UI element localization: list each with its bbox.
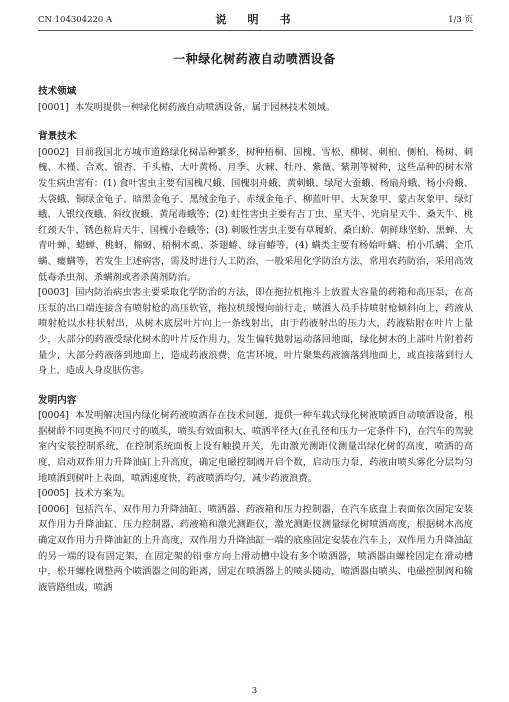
doc-number: CN 104304220 A [38,15,113,25]
paragraph-number: [0004] [38,410,69,422]
paragraph-0006 [38,502,473,596]
paragraph-number: [0002] [38,146,69,158]
doc-type: 说 明 书 [215,13,296,26]
paragraph-text: 本发明解决国内绿化树药液喷洒存在技术问题，提供一种车载式绿化树液喷洒自动喷洒设备，根据树龄不同更换不同尺寸的喷头，喷头有效面积大、喷洒半径大(在孔径和压力一定条件下)，在汽车的驾驶室内安装控制系统，在控制系统面板上设有触摸开关，先由激光测距仪测量出绿化树的高度，喷洒的高度，启动双作用力升降油缸上升高度，确定电磁控制阀开启个数，启动压力泵，药液由喷头雾化分层均匀地喷洒到树叶上表面，喷洒速度快，药液喷洒均匀，减少药液浪费。 [38,410,473,484]
header-rule [38,30,473,31]
document-title: 一种绿化树药液自动喷洒设备 [173,52,336,66]
paragraph-0002 [38,145,473,285]
paragraph-text: 包括汽车、双作用力升降油缸、喷洒器、药液箱和压力控制器，在汽车底盘上表面依次固定安装双作用力升降油缸、压力控制器、药液箱和激光测距仪，激光测距仪测量绿化树喷洒高度，根据树木高度确定双作用力升降油缸的上升高度，双作用力升降油缸一端的底座固定安装在汽车上，双作用力升降油缸的另一端的设有固定架，在固定架的铅垂方向上滑动槽中设有多个喷洒器，喷洒器由螺栓固定在滑动槽中，松开螺栓调整两个喷洒器之间的距离，固定在喷洒器上的喷头随动，喷洒器由喷头、电磁控制阀和输液管路组成，喷洒 [38,503,473,593]
paragraph-number: [0001] [38,101,69,113]
paragraph-number: [0006] [38,503,69,515]
paragraph-text: 技术方案为。 [74,488,131,500]
paragraph-text: 本发明提供一种绿化树药液自动喷洒设备，属于园林技术领域。 [74,101,336,113]
paragraph-0005 [38,486,473,502]
paragraph-number: [0005] [38,488,69,500]
page-number: 3 [251,686,258,696]
paragraph-0001 [38,100,473,116]
section-heading-background: 背景技术 [38,131,77,143]
paragraph-text: 目前我国北方城市道路绿化树品种繁多，树种梧桐、国槐、雪松、柳树、刺柏、侧柏、杨树、刺槐、木槿、合欢、银杏、千头椿、大叶黄杨、月季、火棘、牡丹、紫薇、紫荆等树种，这些品种的树木常发生病虫害有：(1) 食叶害虫主要有国槐尺蛾、国槐羽舟蛾、黄刺蛾、绿尾大蚕蛾、杨扇舟蛾、杨小舟蛾、大袋蛾、铜绿金龟子、暗黑金龟子、黑绒金龟子、赤绒金龟子、柳蓝叶甲、大灰象甲、蒙古灰象甲、绿灯蛾、人银纹夜蛾、斜纹夜蛾、黄尾毒蛾等；(2) 蛀性害虫主要有吉丁虫、星天牛、光肩星天牛、桑天牛、桃红颈天牛、锈色粒肩天牛、国槐小卷蛾等；(3) 刺吸性害虫主要有草履蚧、桑白蚧、朝鲜球坚蚧、黑蝉、大青叶蝉、蜡蝉、桃蚜、棉蚜、梧桐木虱、茶翅蝽、绿盲蝽等，(4) 螨类主要有杨始叶螨、柏小爪螨、全爪螨、瘿螨等，若发生上述病害，需及时进行人工防治，一般采用化学防治方法，常用农药防治，采用高效低毒杀虫剂、杀螨剂或者杀菌剂防治。 [38,146,473,283]
section-heading-summary: 发明内容 [38,394,77,406]
paragraph-text: 国内防治病虫害主要采取化学防治的方法，即在拖拉机拖斗上放置大容量的药箱和高压泵，在高压泵的出口端连接含有喷射枪的高压软管，拖拉机缓慢向前行走，喷洒人员手持喷射枪倾斜向上，药液从喷射枪以水柱状射出，从树木底层叶片向上一条线射出，由于药液射出的压力大，药液粘附在叶片上量少，大部分的药液受绿化树木的叶片反作用力，发生偏转抛射运动落回地面，绿化树木的上部叶片附着药量少，大部分药液落到地面上，造成药液浪费，危害环境，叶片聚集药液滴落到地面上，或直接落到行人身上，造成人身皮肤伤害。 [38,287,473,377]
page-header [38,12,473,28]
section-heading-field: 技术领域 [38,86,77,97]
paragraph-0004 [38,408,473,486]
page-count: 1/3 页 [448,15,473,25]
paragraph-number: [0003] [38,287,69,299]
paragraph-0003 [38,285,473,379]
document-body [38,84,473,595]
